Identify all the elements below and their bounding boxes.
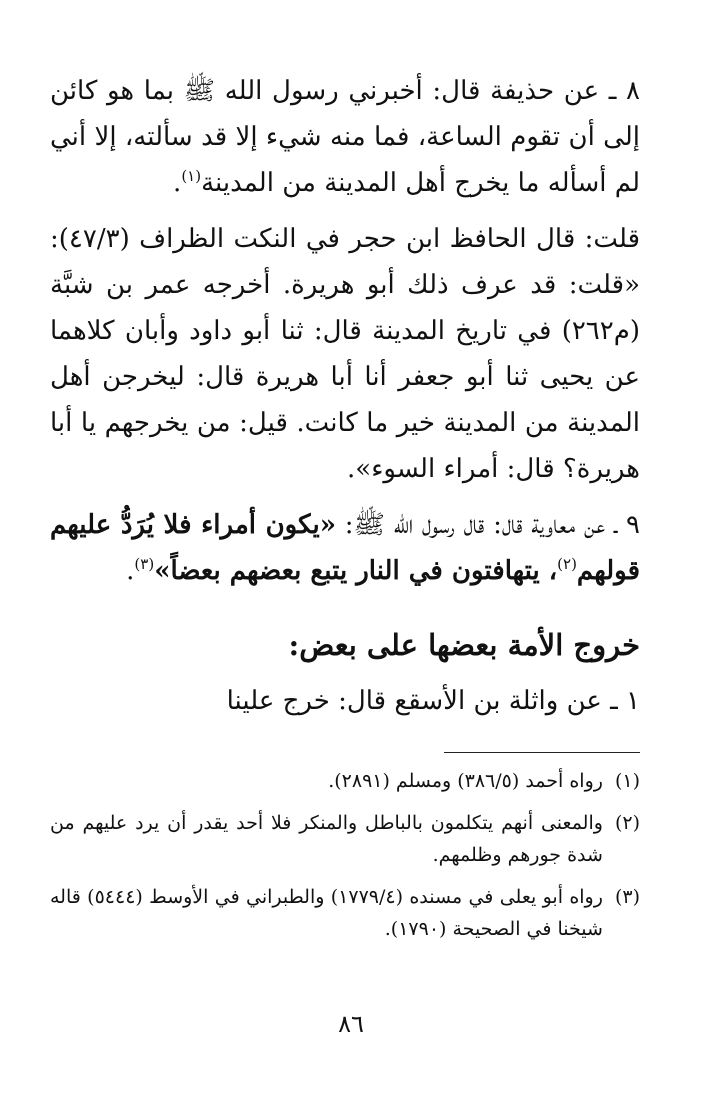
hadith-8-text: ٨ ـ عن حذيفة قال: أخبرني رسول الله ﷺ بما هو كائن إلى أن تقوم الساعة، فما منه شيء إلا قد سألته، إلا أني لم أسأله ما يخرج أهل المدينة من المدينة	[50, 76, 640, 198]
footnote-2	[50, 807, 640, 871]
footnote-ref-2: (٢)	[557, 555, 577, 573]
footnote-3	[50, 881, 640, 945]
hadith-8	[50, 68, 640, 206]
hadith-8-end: .	[173, 168, 182, 198]
footnote-text: والمعنى أنهم يتكلمون بالباطل والمنكر فلا أحد يقدر أن يرد عليهم من شدة جورهم وظلمهم.	[50, 812, 603, 866]
hadith-9-quote-part1: «يكون أمراء فلا يُرَدُّ عليهم قولهم	[50, 510, 640, 586]
hadith-9-end: .	[126, 556, 135, 586]
footnote-number: (١)	[614, 770, 640, 792]
footnote-number: (٢)	[614, 812, 640, 834]
footnote-text: رواه أحمد (٣٨٦/٥) ومسلم (٢٨٩١).	[328, 770, 603, 792]
page-number: ٨٦	[338, 1010, 364, 1038]
commentary-paragraph	[50, 216, 640, 492]
hadith-9-intro: ٩ ـ عن معاوية قال: قال رسول الله ﷺ:	[335, 510, 640, 540]
footnote-text: رواه أبو يعلى في مسنده (١٧٧٩/٤) والطبراني في الأوسط (٥٤٤٤) قاله شيخنا في الصحيحة (١٧٩٠).	[50, 886, 603, 940]
footnote-divider	[444, 752, 640, 753]
footnote-number: (٣)	[614, 886, 640, 908]
commentary-text: قلت: قال الحافظ ابن حجر في النكت الظراف (٤٧/٣): «قلت: قد عرف ذلك أبو هريرة. أخرجه عمر بن شبَّة (م٢٦٢) في تاريخ المدينة قال: ثنا أبو داود وأبان كلاهما عن يحيى ثنا أبو جعفر أنا أبا هريرة قال: ليخرجن أهل المدينة من المدينة خير ما كانت. قيل: من يخرجهم يا أبا هريرة؟ قال: أمراء السوء».	[50, 224, 640, 484]
hadith-9	[50, 502, 640, 594]
footnotes	[50, 765, 640, 945]
footnote-ref-1: (١)	[181, 167, 202, 185]
footnote-1	[50, 765, 640, 797]
section-heading: خروج الأمة بعضها على بعض:	[288, 628, 640, 662]
hadith-1-text: ١ ـ عن واثلة بن الأسقع قال: خرج علينا	[226, 686, 640, 716]
footnote-ref-3: (٣)	[134, 555, 155, 573]
hadith-1	[50, 678, 640, 724]
hadith-9-quote-part2: ، يتهافتون في النار يتبع بعضهم بعضاً»	[154, 556, 558, 586]
